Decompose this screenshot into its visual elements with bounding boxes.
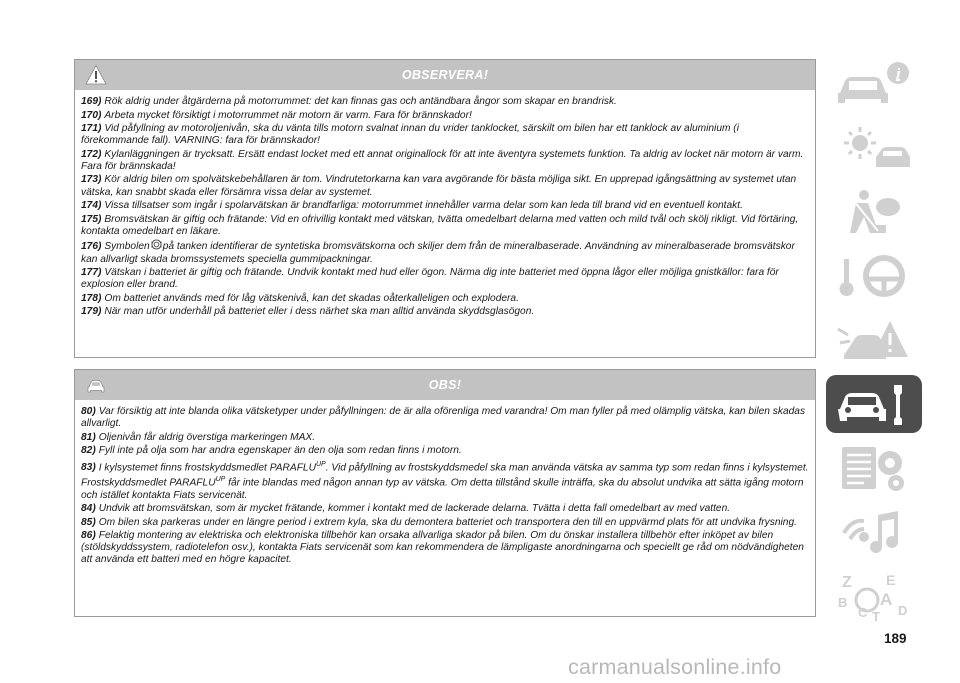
note-item: 83) I kylsystemet finns frostskyddsmedlet $PARAFLU^{UP}$. Vid påfyllning av frostskyddsmedel ska man använda vätska av samma typ som redan finns i kylsystemet. Frostskyddsmedlet $PARAFLU^{UP}$ får inte blandas med någon annan typ av vätska. Om detta tillstånd skulle inträffa, ska du absolut undvika att sätta igång motorn och istället kontakta Fiats servicenät. [81,460,809,501]
dashboard-lights-icon [836,123,912,173]
warning-item: 176) Symbolen på tanken identifierar de syntetiska bromsvätskorna och skiljer dem från de mineralbaserade. Användning av mineralbaserade bromsvätskor kan allvarligt skada bromssystemets speciella gummipackningar. [81,241,795,265]
note-title: OBS! [428,378,462,392]
note-header [75,370,815,400]
index-letter: E [886,572,896,588]
warning-item: 170) Arbeta mycket försiktigt i motorrummet när motorn är varm. Fara för brännskador! [81,109,472,121]
multimedia-music-icon [836,507,912,557]
emergency-road-icon [836,315,912,365]
car-info-icon [836,59,912,109]
warning-list [75,90,815,318]
tab-maintenance-active[interactable] [826,375,922,433]
tab-key-steering[interactable] [826,247,922,305]
warning-item: 172) Kylanläggningen är trycksatt. Ersätt endast locket med ett annat originallock för att inte äventyra systemets funktion. Ta aldrig av locket när motorn är varm. Fara för brännskada! [81,148,804,172]
warning-item: 179) När man utför underhåll på batteriet eller i dess närhet ska man alltid använda skyddsglasögon. [81,306,535,318]
note-item: 84) Undvik att bromsvätskan, som är mycket frätande, kommer i kontakt med de lackerade delarna. Tvätta i detta fall omedelbart av med vatten. [81,503,731,515]
warning-item: 174) Vissa tillsatser som ingår i spolarvätskan är brandfarliga: motorrummet innehåller varma delar som kan leda till brand vid en eventuell kontakt. [81,200,743,212]
technical-data-gears-icon [836,443,912,493]
warning-item: 169) Rök aldrig under åtgärderna på motorrummet: det kan finnas gas och antändbara ångor som skapar en brandrisk. [81,96,617,107]
index-letter: B [838,595,848,610]
warning-title: OBSERVERA! [401,68,489,82]
watermark: carmanualsonline.info [568,655,782,679]
synthetic-brake-fluid-symbol-icon [151,239,162,250]
tab-dashboard-lights[interactable] [826,119,922,177]
warning-header [75,60,815,90]
tab-multimedia[interactable] [826,503,922,561]
airbag-safety-icon [836,187,912,237]
note-item: 81) Oljenivån får aldrig överstiga markeringen MAX. [81,431,316,443]
tab-car-info[interactable] [826,55,922,113]
note-item: 85) Om bilen ska parkeras under en längre period i extrem kyla, ska du demontera batteriet och transportera den till en uppvärmd plats för att undvika frysning. [81,516,797,528]
note-list [75,400,815,566]
warning-item: 177) Vätskan i batteriet är giftig och frätande. Undvik kontakt med hud eller ögon. Närma dig inte batteriet med öppna lågor eller möjliga gnistkällor: fara för explosion eller brand. [81,267,779,291]
index-letter: D [898,603,908,618]
note-item: 80) Var försiktig att inte blanda olika vätsketyper under påfyllningen: de är alla oförenliga med varandra! Om man fyller på med olämplig vätska, kan bilen skadas allvarligt. [81,406,806,429]
index-letter: T [872,609,880,621]
tab-airbag-safety[interactable] [826,183,922,241]
alphabetical-index-icon [836,571,912,621]
index-letter: C [858,605,868,620]
warning-item: 173) Kör aldrig bilen om spolvätskebehållaren är tom. Vindrutetorkarna kan vara avgörande för bästa möjliga sikt. En upprepad igångsättning av systemet utan vätska, kan snabbt skada eller försämra vissa delar av systemet. [81,174,797,198]
index-letter: A [880,590,893,609]
warning-box [74,59,816,358]
page-number: 189 [884,631,907,646]
tab-index[interactable] [826,567,922,625]
note-item: 82) Fyll inte på olja som har andra egenskaper än den olja som redan finns i motorn. [81,445,462,457]
warning-item: 175) Bromsvätskan är giftig och frätande: Vid en ofrivillig kontakt med vätskan, tvätta omedelbart delarna med vatten och mild tvål och skölj rikligt. Vid förtäring, kontakta omedelbart en läkare. [81,213,799,237]
tab-technical-data[interactable] [826,439,922,497]
note-item: 86) Felaktig montering av elektriska och elektroniska tillbehör kan orsaka allvarliga skador på bilen. Om du önskar installera tillbehör efter inköpet av bilen (stöldskyddssystem, radiotelefon osv.), kontakta Fiats servicenät som kan rekommendera de lämpligaste anordningarna och speciellt ge råd om nödvändigheten att använda ett batteri med en högre kapacitet. [81,530,804,566]
warning-item: 171) Vid påfyllning av motoroljenivån, ska du vänta tills motorn svalnat innan du vrider tanklocket, särskilt om bilen har ett tanklock av aluminium (i förekommande fall). VARNING: fara för brännskador! [81,123,739,147]
key-steering-wheel-icon [836,251,912,301]
tab-emergency[interactable] [826,311,922,369]
warning-item: 178) Om batteriet används med för låg vätskenivå, kan det skadas oåterkalleligen och explodera. [81,292,519,304]
note-box [74,369,816,617]
index-letter: Z [842,574,852,591]
car-maintenance-wrench-icon [836,379,912,429]
